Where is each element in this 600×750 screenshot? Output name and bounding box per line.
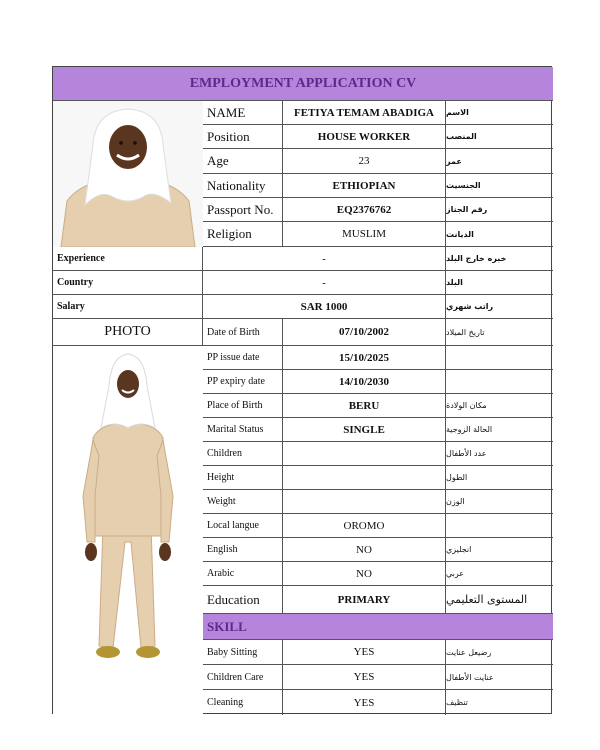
marital-label: Marital Status: [203, 418, 283, 442]
english-label: English: [203, 538, 283, 562]
salary-label: Salary: [53, 295, 203, 319]
dob-label: Date of Birth: [203, 319, 283, 346]
children-label: Children: [203, 442, 283, 466]
skill-cleaning-value: YES: [283, 690, 446, 715]
position-arabic: المنصب: [446, 125, 553, 149]
country-value: -: [203, 271, 446, 295]
salary-value: SAR 1000: [203, 295, 446, 319]
pp-issue-label: PP issue date: [203, 346, 283, 370]
skill-babysitting-label: Baby Sitting: [203, 640, 283, 665]
religion-arabic: الديانت: [446, 222, 553, 247]
local-language-label: Local langue: [203, 514, 283, 538]
marital-arabic: الحالة الزوجية: [446, 418, 553, 442]
arabic-label: Arabic: [203, 562, 283, 586]
religion-label: Religion: [203, 222, 283, 247]
nationality-arabic: الجنسيت: [446, 174, 553, 198]
passport-value: EQ2376762: [283, 198, 446, 222]
salary-arabic: راتب شهري: [446, 295, 553, 319]
weight-label: Weight: [203, 490, 283, 514]
skill-babysitting-value: YES: [283, 640, 446, 665]
country-label: Country: [53, 271, 203, 295]
children-arabic: عدد الأطفال: [446, 442, 553, 466]
full-body-image: [53, 346, 203, 715]
pp-expiry-arabic: [446, 370, 553, 394]
position-label: Position: [203, 125, 283, 149]
name-arabic: الاسم: [446, 101, 553, 125]
education-arabic: المستوى التعليمي: [446, 586, 553, 614]
marital-value: SINGLE: [283, 418, 446, 442]
arabic-value: NO: [283, 562, 446, 586]
cv-form: [52, 66, 552, 714]
birthplace-arabic: مكان الولادة: [446, 394, 553, 418]
english-arabic: انجليزي: [446, 538, 553, 562]
height-arabic: الطول: [446, 466, 553, 490]
nationality-value: ETHIOPIAN: [283, 174, 446, 198]
name-value: FETIYA TEMAM ABADIGA: [283, 101, 446, 125]
height-value: [283, 466, 446, 490]
photo-label: PHOTO: [53, 319, 203, 346]
pp-issue-arabic: [446, 346, 553, 370]
weight-value: [283, 490, 446, 514]
portrait-image: [53, 101, 203, 247]
pp-issue-value: 15/10/2025: [283, 346, 446, 370]
passport-label: Passport No.: [203, 198, 283, 222]
education-label: Education: [203, 586, 283, 614]
children-value: [283, 442, 446, 466]
passport-arabic: رقم الجناز: [446, 198, 553, 222]
portrait-photo: [53, 101, 203, 247]
position-value: HOUSE WORKER: [283, 125, 446, 149]
pp-expiry-label: PP expiry date: [203, 370, 283, 394]
country-arabic: البلد: [446, 271, 553, 295]
age-arabic: عمر: [446, 149, 553, 174]
education-value: PRIMARY: [283, 586, 446, 614]
age-value: 23: [283, 149, 446, 174]
full-body-photo: [53, 346, 203, 715]
dob-arabic: تاريخ الميلاد: [446, 319, 553, 346]
experience-value: -: [203, 247, 446, 271]
form-title: EMPLOYMENT APPLICATION CV: [53, 67, 553, 101]
religion-value: MUSLIM: [283, 222, 446, 247]
pp-expiry-value: 14/10/2030: [283, 370, 446, 394]
local-language-arabic: [446, 514, 553, 538]
nationality-label: Nationality: [203, 174, 283, 198]
skill-header: SKILL: [203, 614, 553, 640]
experience-label: Experience: [53, 247, 203, 271]
skill-childcare-arabic: عنايت الأطفال: [446, 665, 553, 690]
height-label: Height: [203, 466, 283, 490]
english-value: NO: [283, 538, 446, 562]
age-label: Age: [203, 149, 283, 174]
skill-childcare-value: YES: [283, 665, 446, 690]
dob-value: 07/10/2002: [283, 319, 446, 346]
birthplace-label: Place of Birth: [203, 394, 283, 418]
name-label: NAME: [203, 101, 283, 125]
skill-cleaning-label: Cleaning: [203, 690, 283, 715]
arabic-arabic: عربي: [446, 562, 553, 586]
skill-childcare-label: Children Care: [203, 665, 283, 690]
experience-arabic: خبره خارج البلد: [446, 247, 553, 271]
birthplace-value: BERU: [283, 394, 446, 418]
local-language-value: OROMO: [283, 514, 446, 538]
weight-arabic: الوزن: [446, 490, 553, 514]
skill-babysitting-arabic: رضيعل عنايت: [446, 640, 553, 665]
skill-cleaning-arabic: تنظيف: [446, 698, 468, 707]
